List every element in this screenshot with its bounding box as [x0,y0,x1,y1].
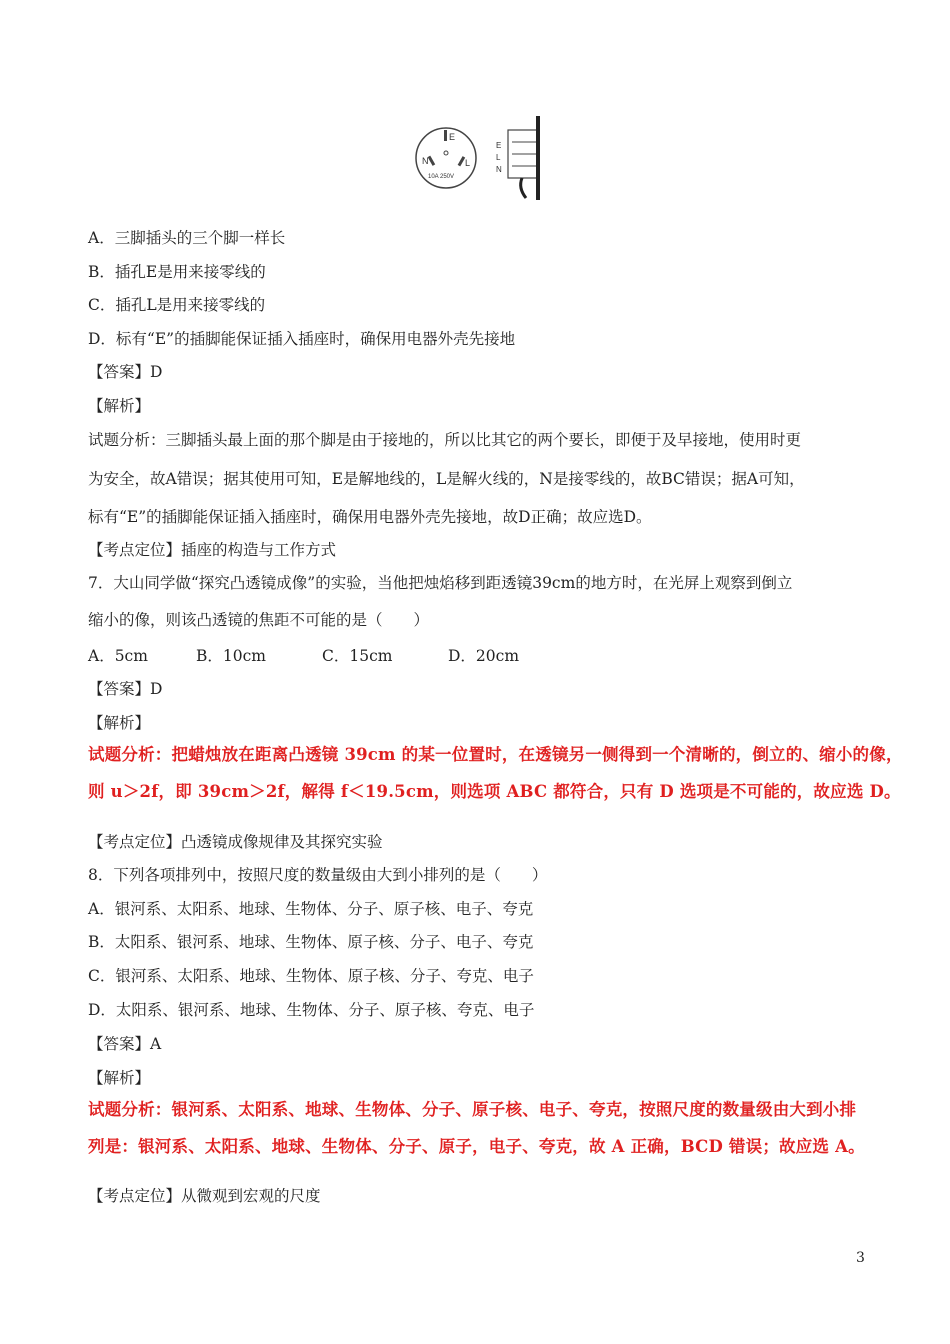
q7-stem: 7．大山同学做“探究凸透镜成像”的实验，当他把烛焰移到距透镜39cm的地方时，在光屏上观察到倒立 [88,574,793,592]
q7-option-c: C．15cm [322,647,393,665]
q6-option-d: D．标有“E”的插脚能保证插入插座时，确保用电器外壳先接地 [88,330,516,348]
socket-label-n: N [422,156,429,166]
q7-options [88,646,519,666]
q6-analysis-line: 为安全，故A错误；据其使用可知，E是解地线的，L是解火线的，N是接零线的，故BC错误；据A可知， [88,470,805,488]
q8-option-d: D．太阳系、银河系、地球、生物体、分子、原子核、夸克、电子 [88,1001,535,1019]
q7-analysis-title: 【解析】 [88,714,151,732]
q8-analysis-title: 【解析】 [88,1069,151,1087]
q8-point: 【考点定位】从微观到宏观的尺度 [88,1187,321,1205]
q8-analysis-line: 试题分析：银河系、太阳系、地球、生物体、分子、原子核、电子、夸克，按照尺度的数量级由大到小排 [88,1100,857,1119]
q7-option-d: D．20cm [448,647,520,665]
plug-diagram [496,116,540,200]
q7-analysis-line: 则 u＞2f，即 39cm＞2f，解得 f＜19.5cm，则选项 ABC 都符合，只有 D 选项是不可能的，故应选 D。 [88,782,901,801]
q8-option-b: B．太阳系、银河系、地球、生物体、原子核、分子、电子、夸克 [88,933,534,951]
q7-analysis-line: 试题分析：把蜡烛放在距离凸透镜 39cm 的某一位置时，在透镜另一侧得到一个清晰的，倒立的、缩小的像， [88,745,903,764]
q7-answer: 【答案】D [88,680,163,698]
q8-answer: 【答案】A [88,1035,162,1053]
q6-analysis-line: 标有“E”的插脚能保证插入插座时，确保用电器外壳先接地，故D正确；故应选D。 [88,508,652,526]
q8-stem: 8．下列各项排列中，按照尺度的数量级由大到小排列的是（ ） [88,866,548,884]
socket-label-l: L [465,158,471,168]
plug-label-n: N [496,165,502,174]
q8-analysis-line: 列是：银河系、太阳系、地球、生物体、分子、原子，电子、夸克，故 A 正确，BCD 错误；故应选 A。 [88,1137,865,1156]
q8-option-a: A．银河系、太阳系、地球、生物体、分子、原子核、电子、夸克 [88,900,534,918]
q7-stem: 缩小的像，则该凸透镜的焦距不可能的是（ ） [88,611,430,629]
q6-analysis-title: 【解析】 [88,397,151,415]
q7-point: 【考点定位】凸透镜成像规律及其探究实验 [88,833,383,851]
q7-option-b: B．10cm [196,647,266,665]
socket-diagram [416,128,476,188]
q6-option-b: B．插孔E是用来接零线的 [88,263,266,281]
q6-analysis-line: 试题分析：三脚插头最上面的那个脚是由于接地的，所以比其它的两个要长，即便于及早接地，使用时更 [88,431,802,449]
q8-option-c: C．银河系、太阳系、地球、生物体、原子核、分子、夸克、电子 [88,967,534,985]
q7-option-a: A．5cm [88,647,148,665]
q6-answer: 【答案】D [88,363,163,381]
q6-option-c: C．插孔L是用来接零线的 [88,296,266,314]
plug-label-l: L [496,153,501,162]
socket-label-e: E [449,132,456,142]
q6-point: 【考点定位】插座的构造与工作方式 [88,541,337,559]
q6-option-a: A．三脚插头的三个脚一样长 [88,229,286,247]
plug-label-e: E [496,141,502,150]
page-number: 3 [856,1250,865,1266]
socket-rating: 10A 250V [428,174,455,180]
socket-plug-figure [408,112,548,202]
